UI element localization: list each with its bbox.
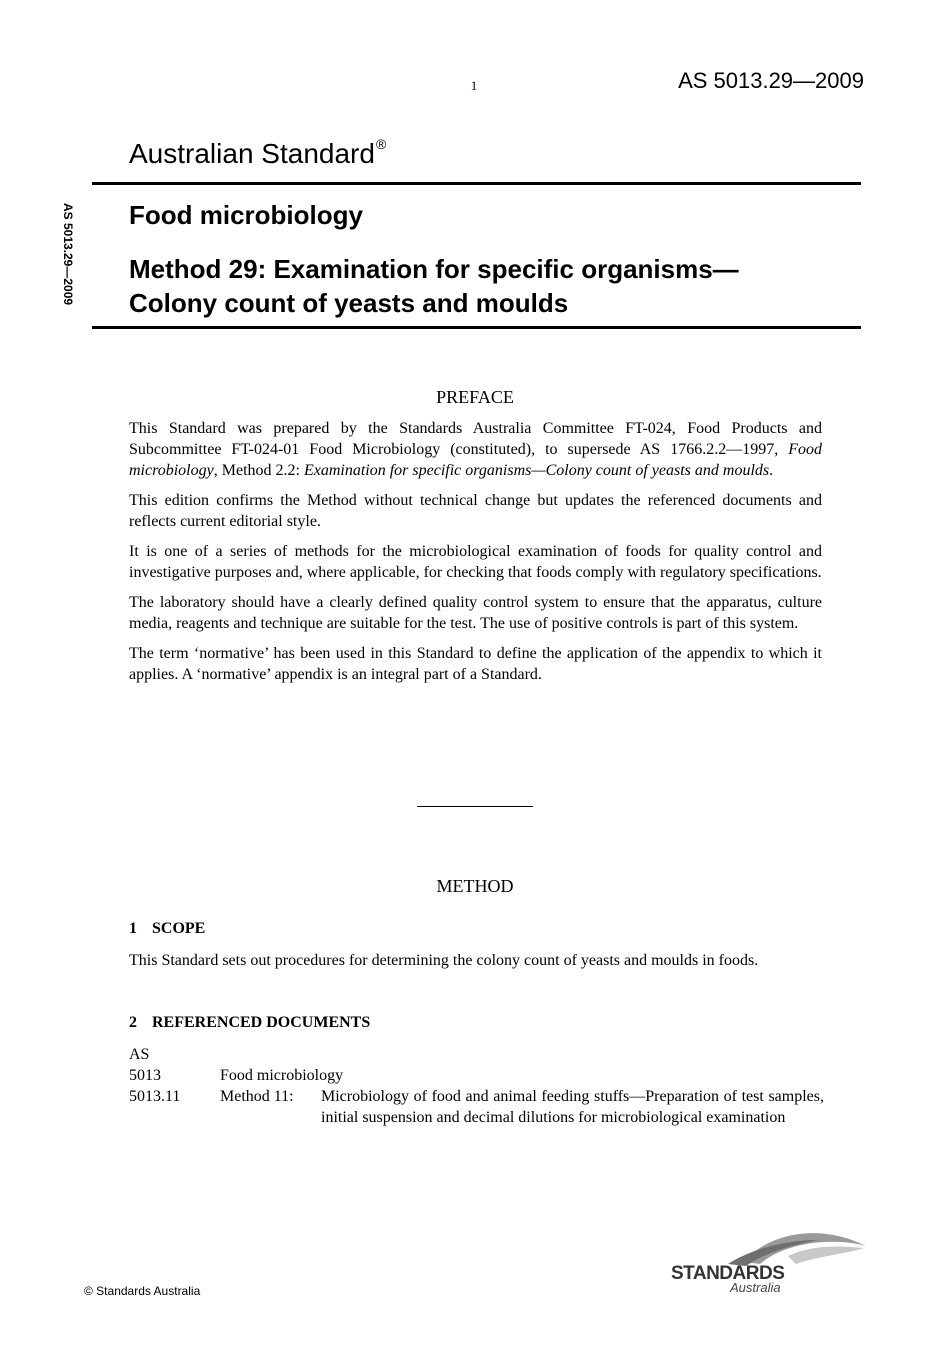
side-document-code: AS 5013.29—2009 — [61, 202, 75, 306]
scope-heading — [129, 920, 205, 938]
logo-subtitle: Australia — [730, 1280, 781, 1295]
document-title: Food microbiology — [129, 200, 363, 230]
references-group-label: AS — [129, 1046, 150, 1063]
preface-paragraph-2: This edition confirms the Method without technical change but updates the referenced documents and reflects current editorial style. — [129, 492, 822, 530]
preface-paragraph-4: The laboratory should have a clearly defined quality control system to ensure that the apparatus, culture media, reagents and technique are suitable for the test. The use of positive controls is part of this system. — [129, 594, 822, 632]
reference-method: Method 11: — [220, 1088, 294, 1105]
standard-title-text: Australian Standard — [129, 138, 375, 169]
preface-p1-title-italic: Food microbiology — [129, 441, 822, 479]
preface-paragraph-1 — [129, 418, 822, 481]
preface-p1-subtitle-italic: Examination for specific organisms—Colony count of yeasts and moulds — [303, 462, 770, 479]
scope-number: 1 — [129, 920, 137, 937]
references-heading — [129, 1014, 370, 1032]
method-title-line-1: Method 29: Examination for specific organisms— — [129, 254, 739, 284]
reference-code: 5013 — [129, 1067, 161, 1084]
preface-paragraph-5: The term ‘normative’ has been used in this Standard to define the application of the appendix to which it applies. A ‘normative’ appendix is an integral part of a Standard. — [129, 645, 822, 683]
logo-swoosh-icon — [668, 1226, 868, 1266]
method-title-line-2: Colony count of yeasts and moulds — [129, 288, 569, 318]
standards-australia-logo — [668, 1226, 868, 1298]
registered-mark: ® — [375, 136, 387, 152]
reference-title: Microbiology of food and animal feeding stuffs—Preparation of test samples, initial suspension and decimal dilutions for microbiological examination — [321, 1088, 824, 1126]
preface-paragraph-3: It is one of a series of methods for the microbiological examination of foods for quality control and investigative purposes and, where applicable, for checking that foods comply with regulatory specifications. — [129, 543, 822, 581]
references-group — [129, 1044, 824, 1065]
references-list — [129, 1044, 824, 1128]
scope-body — [129, 950, 822, 980]
references-title: REFERENCED DOCUMENTS — [152, 1014, 371, 1031]
method-heading: METHOD — [436, 876, 514, 896]
standard-title — [129, 136, 386, 170]
preface-body — [129, 418, 822, 694]
preface-heading: PREFACE — [436, 387, 514, 407]
copyright-notice: © Standards Australia — [84, 1284, 201, 1298]
references-number: 2 — [129, 1014, 137, 1031]
title-bottom-rule — [92, 326, 861, 329]
preface-p1-text: This Standard was prepared by the Standards Australia Committee FT-024, Food Products and Subcommittee FT-024-01 Food Microbiology (constituted), to supersede AS 1766.2.2—1997, — [129, 420, 822, 458]
reference-item — [129, 1065, 824, 1086]
reference-item — [129, 1086, 824, 1128]
reference-title: Food microbiology — [220, 1067, 344, 1084]
document-code: AS 5013.29—2009 — [678, 68, 864, 93]
title-top-rule — [92, 182, 861, 185]
scope-text: This Standard sets out procedures for determining the colony count of yeasts and moulds in foods. — [129, 952, 759, 969]
preface-p1-method: , Method 2.2: — [213, 462, 304, 479]
method-title — [129, 252, 849, 320]
logo-wordmark: STANDARDS — [671, 1263, 785, 1284]
reference-code: 5013.11 — [129, 1088, 181, 1105]
preface-p1-end: . — [769, 462, 774, 479]
section-divider — [417, 806, 533, 807]
page-number: 1 — [470, 78, 478, 93]
scope-title: SCOPE — [152, 920, 206, 937]
